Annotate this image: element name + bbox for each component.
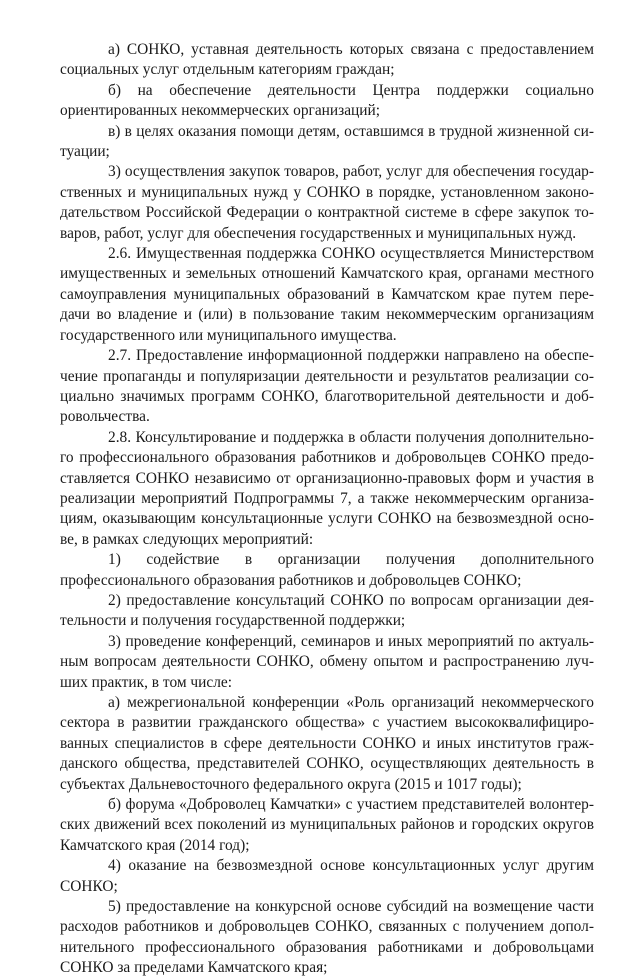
paragraph: 1) содействие в организации получения дополнительного профессионального образования работников и добровольцев СОНКО;: [60, 551, 594, 589]
paragraph: а) межрегиональной конференции «Роль организаций некоммерческого сектора в развитии гражданского общества» с участием высококвалифицированных специалистов в сфере деятельности СОНКО и иных институтов гражданского общества, представителей СОНКО, осуществляющих деятельность в субъектах Дальневосточного федерального округа (2015 и 1017 годы);: [60, 694, 594, 793]
paragraph: 3) осуществления закупок товаров, работ, услуг для обеспечения государственных и муниципальных нужд у СОНКО в порядке, установленном законодательством Российской Федерации о контрактной системе в сфере закупок товаров, работ, услуг для обеспечения государственных и муниципальных нужд.: [60, 163, 594, 242]
paragraph: 5) предоставление на конкурсной основе субсидий на возмещение части расходов работников и добровольцев СОНКО, связанных с получением дополнительного профессионального образования работниками и добровольцами СОНКО за пределами Камчатского края;: [60, 898, 594, 977]
paragraph: б) на обеспечение деятельности Центра поддержки социально ориентированных некоммерческих организаций;: [60, 81, 594, 120]
paragraph: а) СОНКО, уставная деятельность которых связана с предоставлением социальных услуг отдельным категориям граждан;: [60, 41, 594, 79]
paragraph: 2.7. Предоставление информационной поддержки направлено на обеспечение пропаганды и популяризации деятельности и результатов реализации социально значимых программ СОНКО, благотворительной деятельности и добровольчества.: [60, 347, 594, 426]
paragraph: 2) предоставление консультаций СОНКО по вопросам организации деятельности и получения государственной поддержки;: [60, 591, 594, 630]
paragraph: 2.8. Консультирование и поддержка в области получения дополнительного профессионального образования работников и добровольцев СОНКО предоставляется СОНКО независимо от организационно-правовых форм и участия в реализации мероприятий Подпрограммы 7, а также некоммерческим организациям, оказывающим консультационные услуги СОНКО на безвозмездной основе, в рамках следующих мероприятий:: [60, 428, 594, 548]
document-body: [60, 40, 594, 979]
paragraph: в) в целях оказания помощи детям, оставшимся в трудной жизненной ситуации;: [60, 122, 594, 161]
paragraph: 3) проведение конференций, семинаров и иных мероприятий по актуальным вопросам деятельности СОНКО, обмену опытом и распространению лучших практик, в том числе:: [60, 632, 594, 691]
paragraph: 4) оказание на безвозмездной основе консультационных услуг другим СОНКО;: [60, 857, 594, 895]
paragraph: б) форума «Доброволец Камчатки» с участием представителей волонтерских движений всех поколений из муниципальных районов и городских округов Камчатского края (2014 год);: [60, 796, 594, 854]
paragraph: 2.6. Имущественная поддержка СОНКО осуществляется Министерством имущественных и земельных отношений Камчатского края, органами местного самоуправления муниципальных образований в Камчатском крае путем передачи во владение и (или) в пользование таким некоммерческим организациям государственного или муниципального имущества.: [60, 245, 594, 344]
